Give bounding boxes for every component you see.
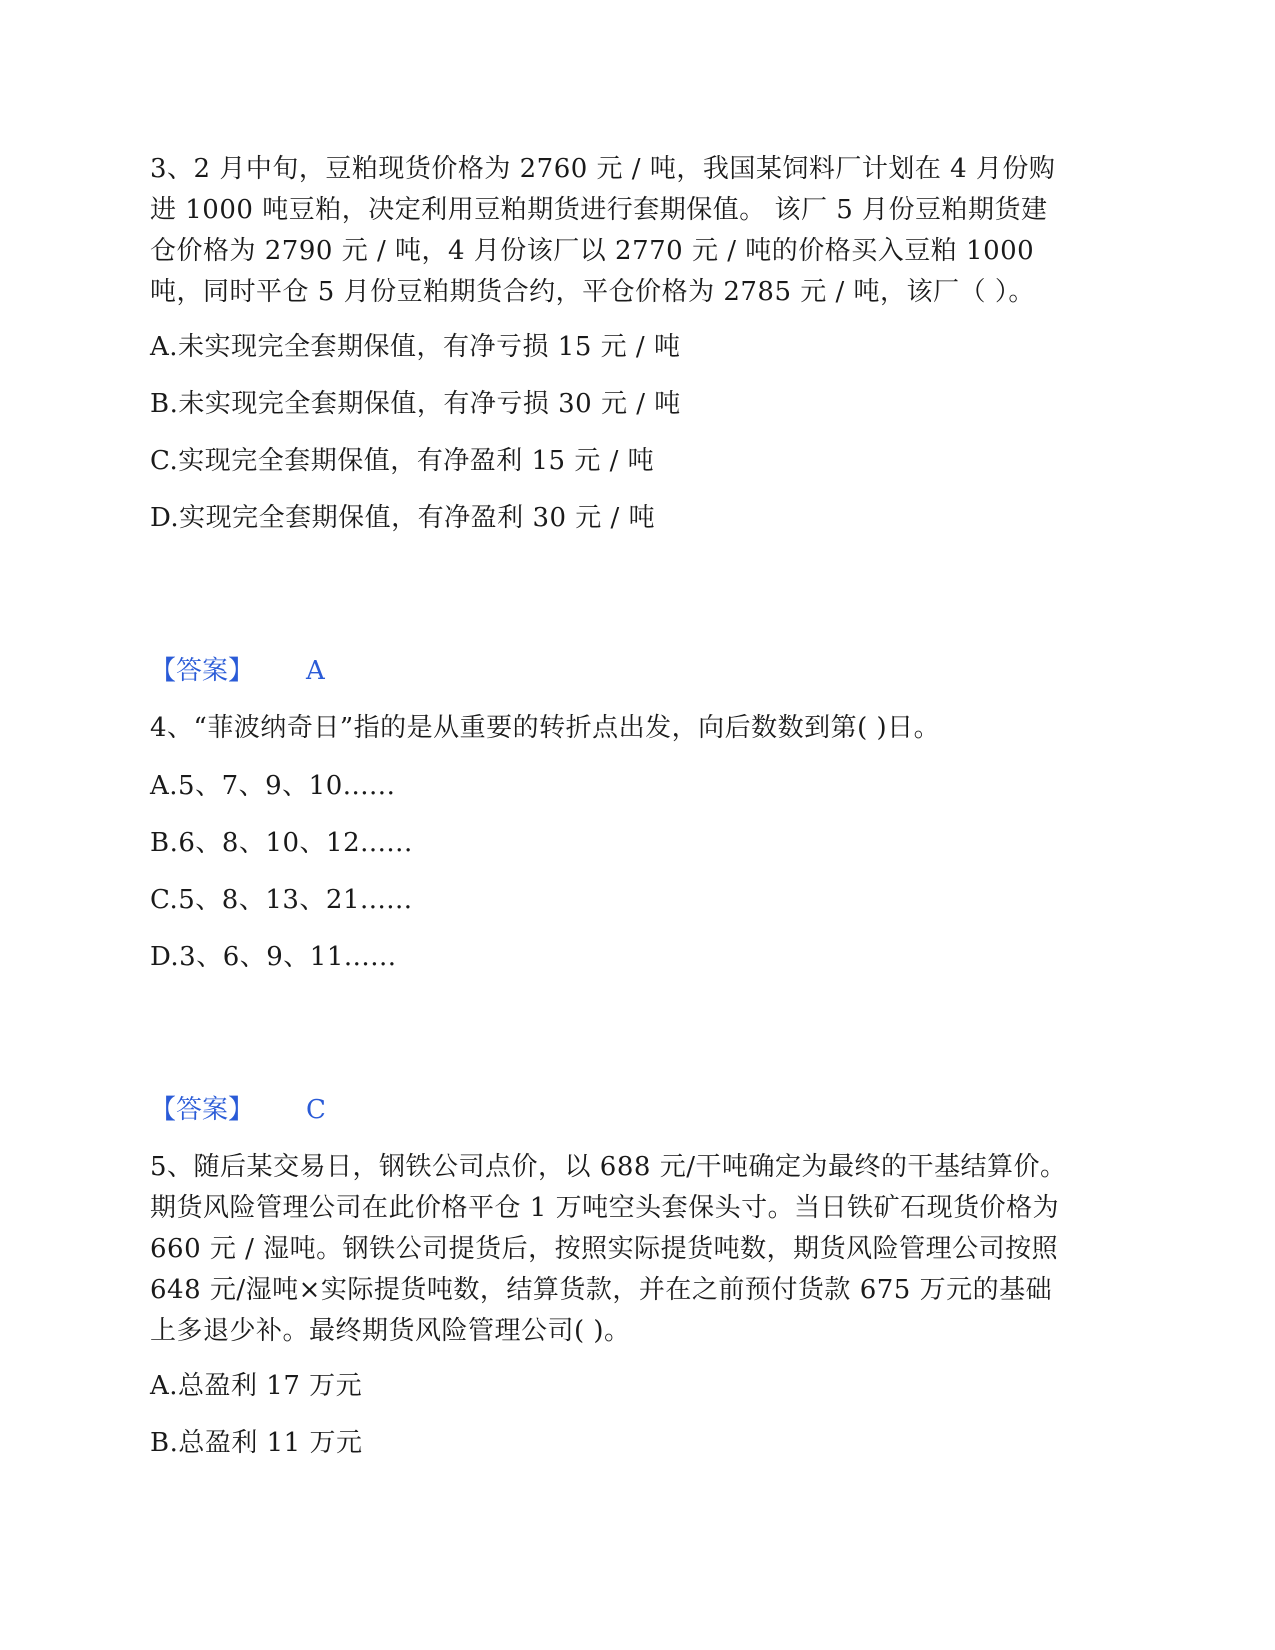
question-4-option-a: A.5、7、9、10...... [150, 771, 396, 801]
answer-letter: C [306, 1095, 326, 1125]
question-4-text: 4、“菲波纳奇日”指的是从重要的转折点出发，向后数数到第( )日。 [150, 713, 941, 743]
question-3-option-a: A.未实现完全套期保值，有净亏损 15 元 / 吨 [150, 332, 681, 362]
answer-letter: A [306, 656, 325, 686]
answer-label: 【答案】 [150, 1095, 255, 1125]
question-3-answer [150, 651, 325, 692]
question-4-option-c: C.5、8、13、21...... [150, 885, 413, 915]
answer-label: 【答案】 [150, 656, 255, 686]
question-4-answer [150, 1090, 326, 1131]
question-5-option-b: B.总盈利 11 万元 [150, 1428, 363, 1458]
question-3-text: 3、2 月中旬，豆粕现货价格为 2760 元 / 吨，我国某饲料厂计划在 4 月份购进 1000 吨豆粕，决定利用豆粕期货进行套期保值。 该厂 5 月份豆粕期货建仓价格为 2790 元 / 吨，4 月份该厂以 2770 元 / 吨的价格买入豆粕 1000 吨，同时平仓 5 月份豆粕期货合约，平仓价格为 2785 元 / 吨，该厂（ ）。 [150, 154, 1056, 307]
question-5-option-a: A.总盈利 17 万元 [150, 1371, 363, 1401]
question-3-option-d: D.实现完全套期保值，有净盈利 30 元 / 吨 [150, 503, 656, 533]
question-4-option-b: B.6、8、10、12...... [150, 828, 413, 858]
question-3-option-b: B.未实现完全套期保值，有净亏损 30 元 / 吨 [150, 389, 681, 419]
question-3-option-c: C.实现完全套期保值，有净盈利 15 元 / 吨 [150, 446, 655, 476]
question-5-text: 5、随后某交易日，钢铁公司点价，以 688 元/干吨确定为最终的干基结算价。期货风险管理公司在此价格平仓 1 万吨空头套保头寸。当日铁矿石现货价格为 660 元 / 湿吨。钢铁公司提货后，按照实际提货吨数，期货风险管理公司按照 648 元/湿吨×实际提货吨数，结算货款，并在之前预付货款 675 万元的基础上多退少补。最终期货风险管理公司( )。 [150, 1152, 1067, 1346]
question-4-option-d: D.3、6、9、11...... [150, 942, 397, 972]
